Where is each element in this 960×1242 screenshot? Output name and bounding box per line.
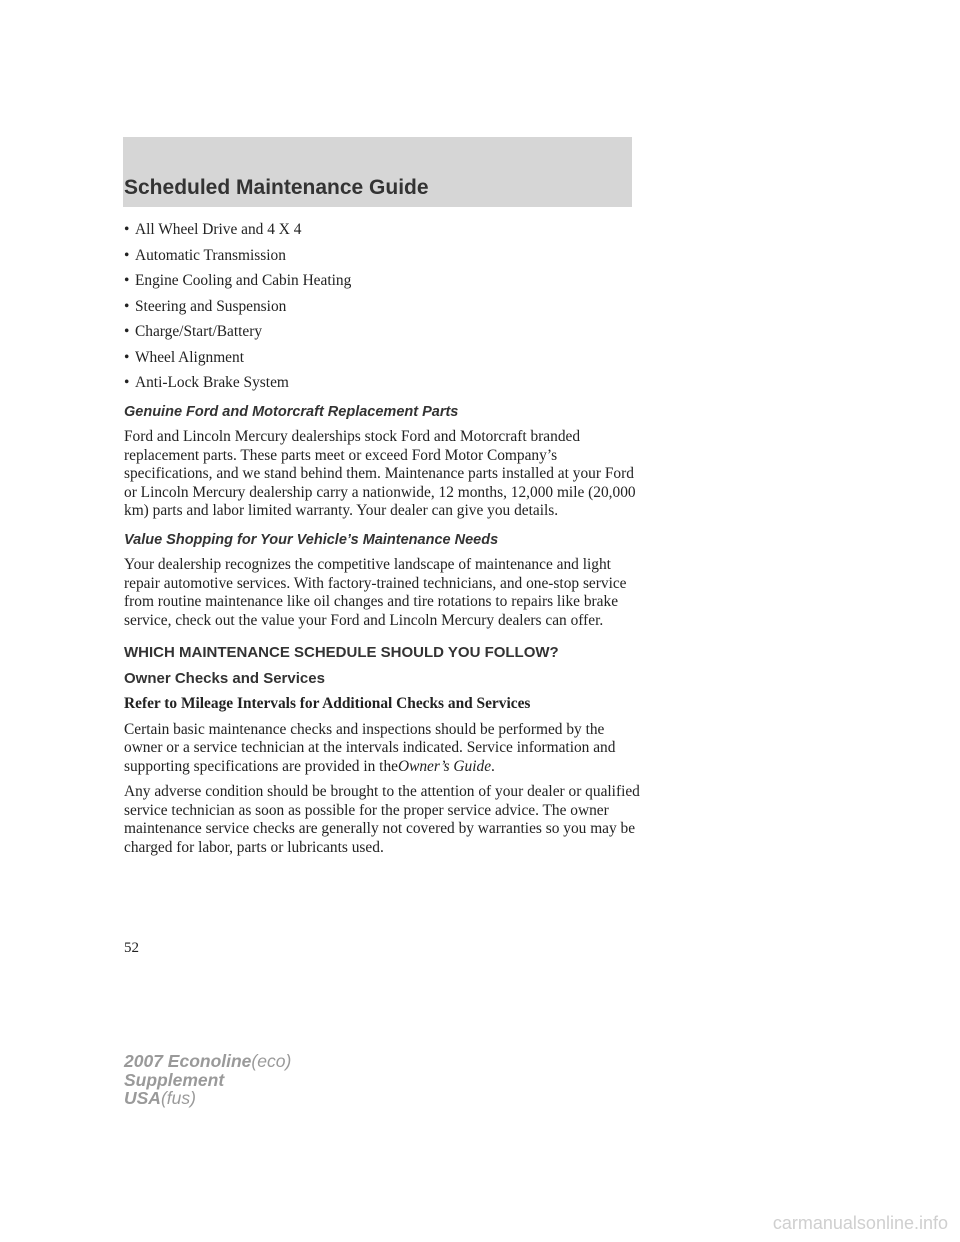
owners-guide-reference: Owner’s Guide xyxy=(397,757,492,775)
systems-list xyxy=(124,221,644,393)
genuine-parts-paragraph: Ford and Lincoln Mercury dealerships stock Ford and Motorcraft branded replacement parts. These parts meet or exceed Ford Motor Company’s specifications, and we stand behind them. Maintenance parts installed at your Ford or Lincoln Mercury dealership carry a nationwide, 12 months, 12,000 mile (20,000 km) parts and labor limited warranty. Your dealer can give you details. xyxy=(124,428,636,519)
footer-market-code: (fus) xyxy=(160,1088,196,1108)
list-item: • Anti-Lock Brake System xyxy=(124,374,644,393)
main-content xyxy=(124,221,644,864)
footer-model: 2007 Econoline xyxy=(124,1051,252,1071)
list-item: • Wheel Alignment xyxy=(124,349,644,368)
document-footer xyxy=(124,1052,291,1108)
page-title: Scheduled Maintenance Guide xyxy=(124,176,429,199)
page-number: 52 xyxy=(124,940,139,956)
footer-doc-type: Supplement xyxy=(124,1069,225,1090)
watermark: carmanualsonline.info xyxy=(772,1213,948,1233)
footer-market: USA xyxy=(124,1088,161,1108)
genuine-parts-heading: Genuine Ford and Motorcraft Replacement Parts xyxy=(124,403,459,420)
owner-checks-heading: Owner Checks and Services xyxy=(124,669,325,687)
list-item: • All Wheel Drive and 4 X 4 xyxy=(124,221,644,240)
adverse-condition-paragraph: Any adverse condition should be brought to the attention of your dealer or qualified service technician as soon as possible for the proper service advice. The owner maintenance service checks are generally not covered by warranties so you may be charged for labor, parts or lubricants used. xyxy=(124,783,640,856)
footer-model-code: (eco) xyxy=(251,1051,292,1071)
which-schedule-heading: WHICH MAINTENANCE SCHEDULE SHOULD YOU FOLLOW? xyxy=(124,644,559,661)
list-item: • Charge/Start/Battery xyxy=(124,323,644,342)
owner-checks-period: . xyxy=(491,757,495,775)
mileage-intervals-heading: Refer to Mileage Intervals for Additional Checks and Services xyxy=(124,695,531,712)
value-shopping-paragraph: Your dealership recognizes the competitive landscape of maintenance and light repair automotive services. With factory-trained technicians, and one-stop service from routine maintenance like oil changes and tire rotations to repairs like brake service, check out the value your Ford and Lincoln Mercury dealers can offer. xyxy=(124,556,627,629)
list-item: • Engine Cooling and Cabin Heating xyxy=(124,272,644,291)
value-shopping-heading: Value Shopping for Your Vehicle’s Maintenance Needs xyxy=(124,531,499,548)
owner-checks-paragraph xyxy=(124,721,644,777)
list-item: • Steering and Suspension xyxy=(124,298,644,317)
owner-checks-text: Certain basic maintenance checks and inspections should be performed by the owner or a service technician at the intervals indicated. Service information and supporting specifications are provided in the xyxy=(124,720,616,775)
list-item: • Automatic Transmission xyxy=(124,247,644,266)
